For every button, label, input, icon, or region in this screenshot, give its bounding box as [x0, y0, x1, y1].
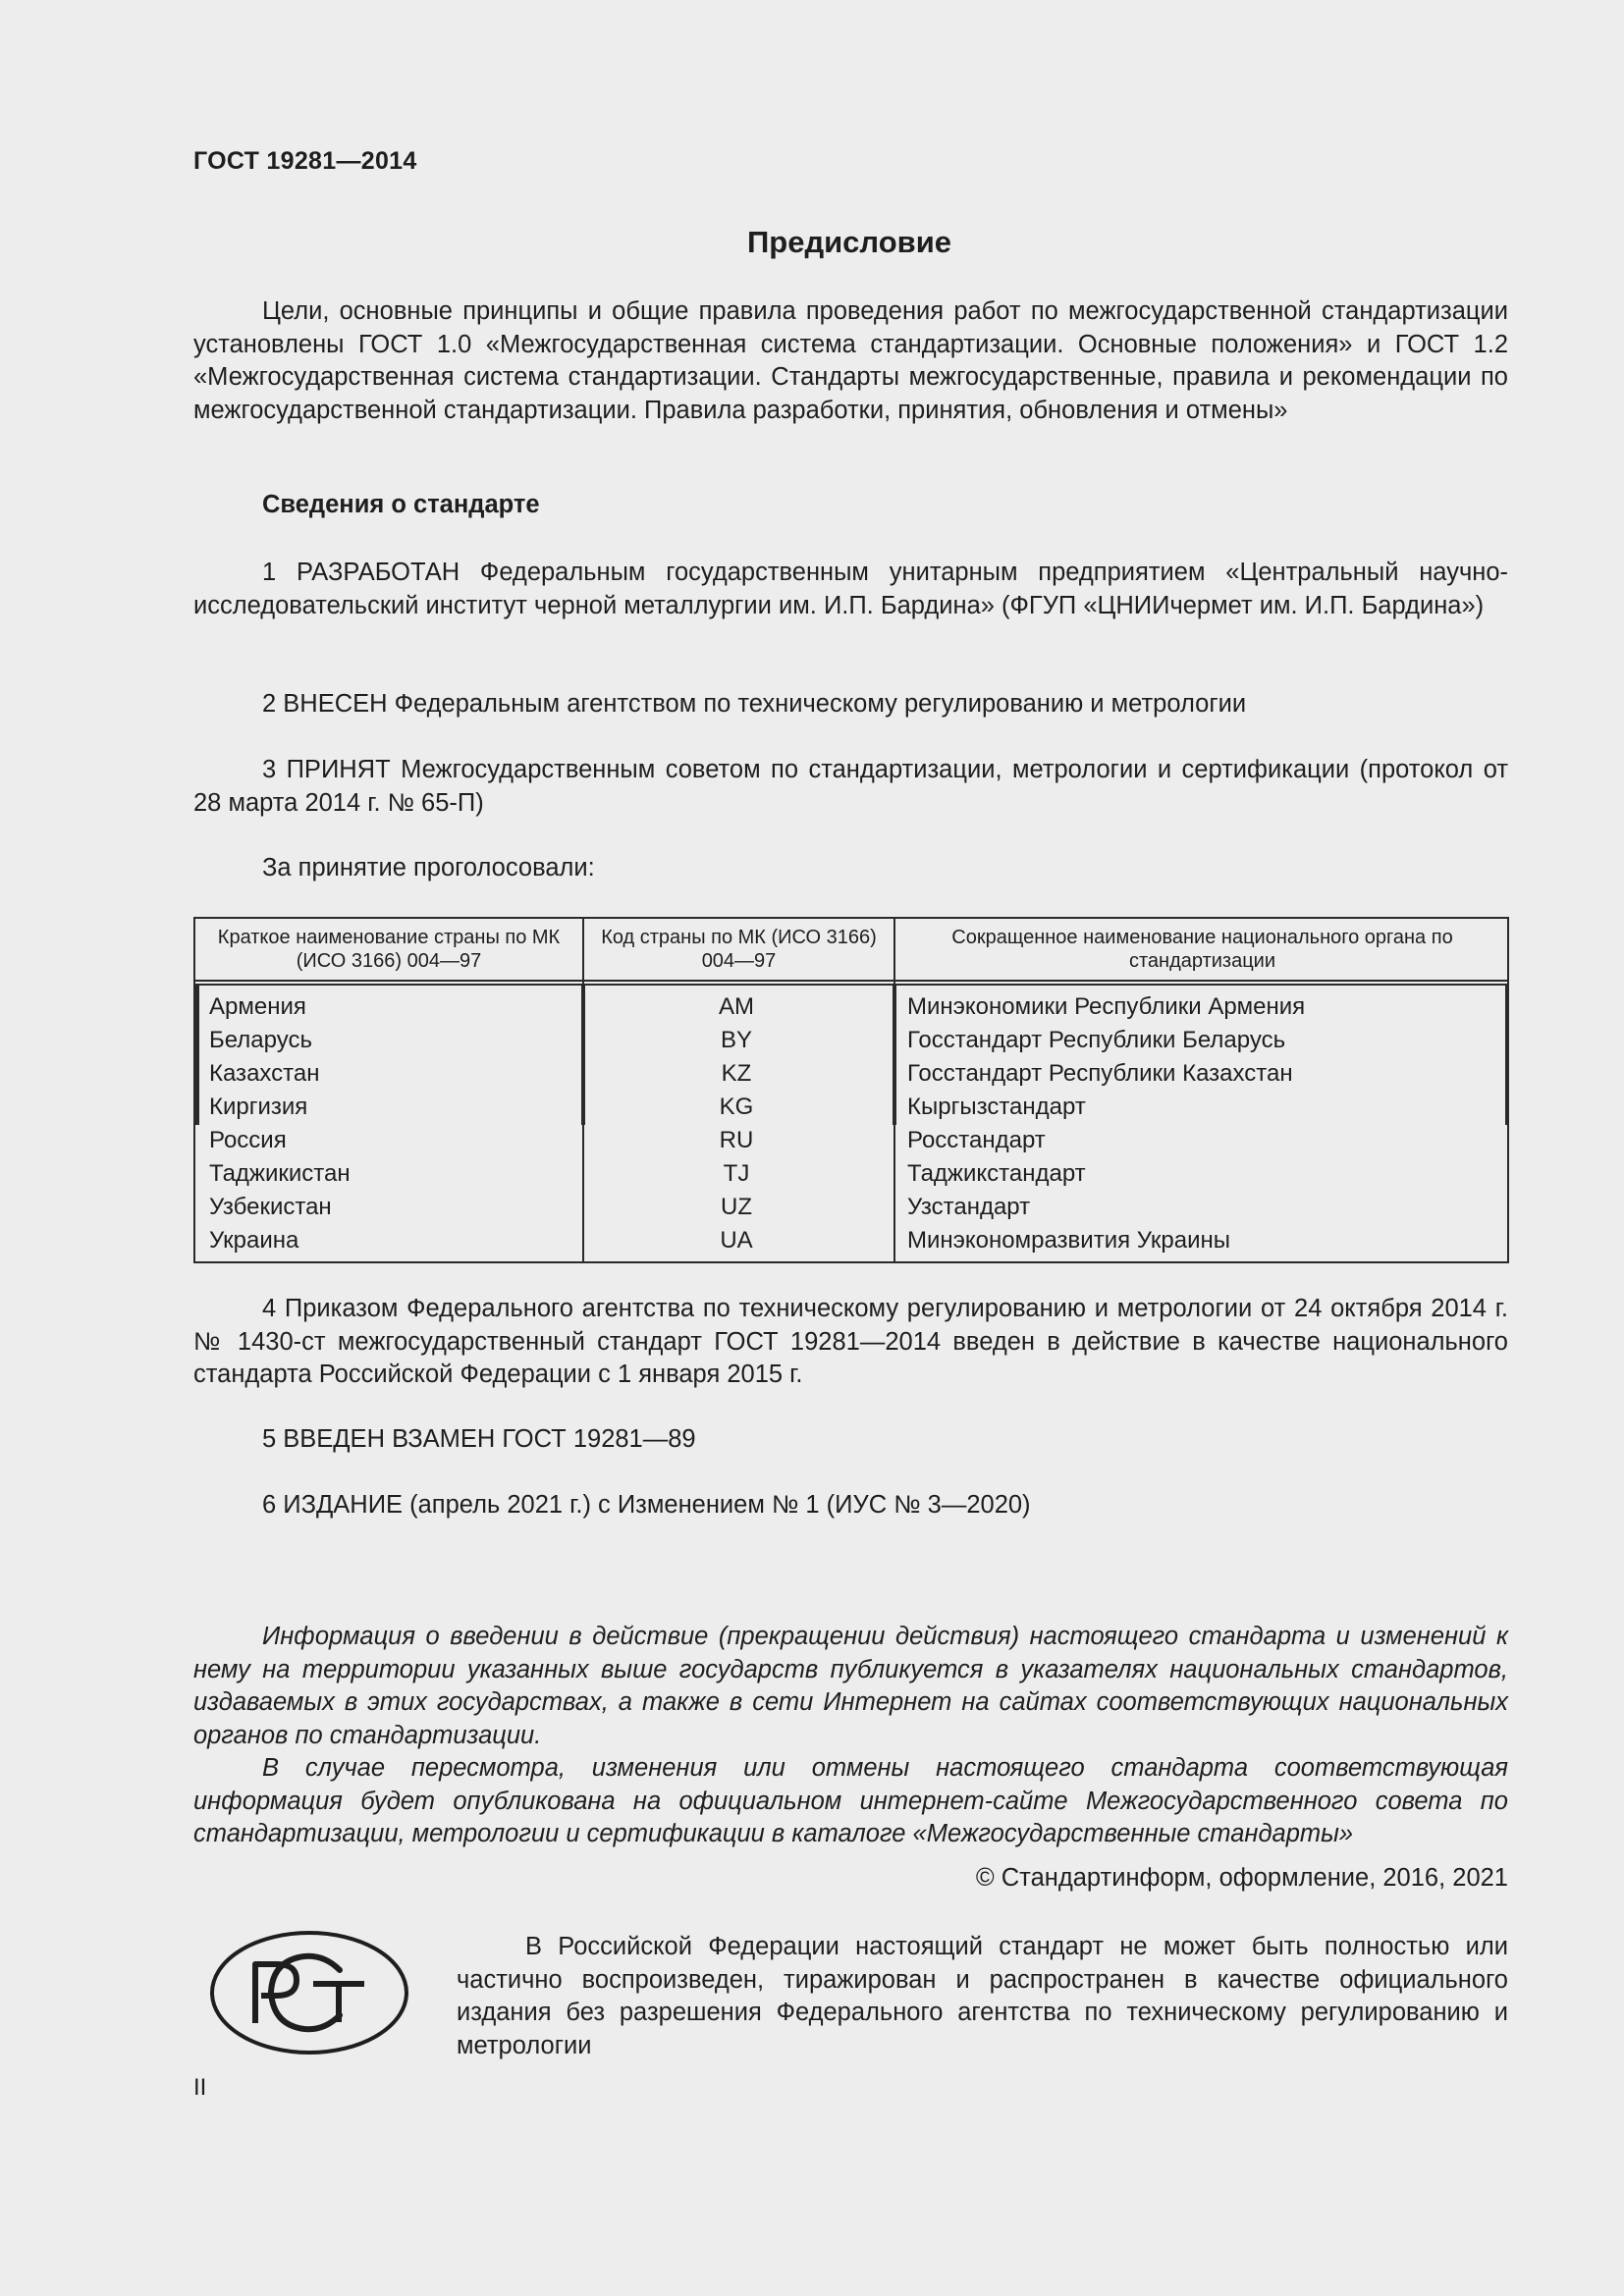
country-name: Таджикистан: [209, 1160, 351, 1187]
section-heading: Сведения о стандарте: [262, 491, 540, 518]
standards-body: Росстандарт: [907, 1127, 1046, 1153]
document-code: ГОСТ 19281—2014: [193, 147, 417, 175]
country-name: Киргизия: [209, 1094, 308, 1120]
standards-body: Кыргызстандарт: [907, 1094, 1086, 1120]
country-name: Украина: [209, 1227, 299, 1254]
country-name: Узбекистан: [209, 1194, 332, 1220]
item-4-paragraph: 4 Приказом Федерального агентства по техническому регулированию и метрологии от 24 октября 2014 г. № 1430-ст межгосударственный стандарт ГОСТ 19281—2014 введен в действие в качестве национального стандарта Российской Федерации с 1 января 2015 г.: [193, 1295, 1508, 1388]
reproduction-notice: В Российской Федерации настоящий стандарт не может быть полностью или частично воспроизведен, тиражирован и распространен в качестве официального издания без разрешения Федерального агентства по техническому регулированию и метрологии: [457, 1933, 1508, 2059]
standards-body: Госстандарт Республики Казахстан: [907, 1060, 1293, 1087]
table-row: [195, 1157, 1507, 1191]
country-code: KG: [719, 1094, 754, 1120]
country-name: Россия: [209, 1127, 287, 1153]
note-paragraph-2: В случае пересмотра, изменения или отмены настоящего стандарта соответствующая информация будет опубликована на официальном интернет-сайте Межгосударственного совета по стандартизации, метрологии и сертификации в каталоге «Межгосударственные стандарты»: [193, 1754, 1508, 1847]
table-row: [195, 1024, 1507, 1057]
item-5-paragraph: 5 ВВЕДЕН ВЗАМЕН ГОСТ 19281—89: [262, 1425, 696, 1453]
page-number: II: [193, 2074, 207, 2101]
table-row: [195, 1091, 1507, 1124]
standards-body: Минэкономики Республики Армения: [907, 993, 1306, 1020]
header-country-code: Код страны по МК (ИСО 3166) 004—97: [601, 927, 877, 972]
table-row: [195, 1191, 1507, 1224]
voting-table: [193, 917, 1509, 1263]
copyright-line: © Стандартинформ, оформление, 2016, 2021: [975, 1864, 1508, 1892]
country-name: Беларусь: [209, 1027, 312, 1053]
header-divider: [195, 982, 1507, 986]
voted-label: За принятие проголосовали:: [262, 854, 595, 881]
table-row: [195, 1057, 1507, 1091]
item-3-paragraph: 3 ПРИНЯТ Межгосударственным советом по стандартизации, метрологии и сертификации (протокол от 28 марта 2014 г. № 65-П): [193, 756, 1508, 817]
table-row: [195, 1224, 1507, 1257]
page-title: Предисловие: [746, 225, 951, 259]
country-name: Казахстан: [209, 1060, 320, 1087]
table-header: [195, 919, 1507, 982]
header-country-name: Краткое наименование страны по МК (ИСО 3166) 004—97: [217, 927, 561, 972]
item-2-paragraph: 2 ВНЕСЕН Федеральным агентством по техническому регулированию и метрологии: [262, 690, 1247, 718]
table-body: [195, 990, 1507, 1257]
country-code: KZ: [721, 1060, 752, 1087]
standards-body: Узстандарт: [907, 1194, 1031, 1220]
table-row: [195, 990, 1507, 1024]
standards-body: Таджикстандарт: [907, 1160, 1086, 1187]
country-code: TJ: [723, 1160, 750, 1187]
header-standards-body: Сокращенное наименование национального органа по стандартизации: [951, 927, 1453, 972]
intro-paragraph: Цели, основные принципы и общие правила проведения работ по межгосударственной стандартизации установлены ГОСТ 1.0 «Межгосударственная система стандартизации. Основные положения» и ГОСТ 1.2 «Межгосударственная система стандартизации. Стандарты межгосударственные, правила и рекомендации по межгосударственной стандартизации. Правила разработки, принятия, обновления и отмены»: [193, 297, 1508, 424]
country-code: UA: [720, 1227, 753, 1254]
table-row: [195, 1124, 1507, 1157]
standards-body: Минэкономразвития Украины: [907, 1227, 1231, 1254]
note-paragraph-1: Информация о введении в действие (прекращении действия) настоящего стандарта и изменений к нему на территории указанных выше государств публикуется в указателях национальных стандартов, издаваемых в этих государствах, а также в сети Интернет на сайтах соответствующих национальных органов по стандартизации.: [193, 1623, 1508, 1749]
item-6-paragraph: 6 ИЗДАНИЕ (апрель 2021 г.) с Изменением № 1 (ИУС № 3—2020): [262, 1491, 1031, 1519]
country-code: BY: [720, 1027, 752, 1053]
country-code: RU: [719, 1127, 754, 1153]
item-1-paragraph: 1 РАЗРАБОТАН Федеральным государственным унитарным предприятием «Центральный научно-исследовательский институт черной металлургии им. И.П. Бардина» (ФГУП «ЦНИИчермет им. И.П. Бардина»): [193, 559, 1508, 619]
country-code: AM: [719, 993, 754, 1020]
standards-body: Госстандарт Республики Беларусь: [907, 1027, 1286, 1053]
country-name: Армения: [209, 993, 306, 1020]
country-code: UZ: [721, 1194, 752, 1220]
rst-mark-icon: [208, 1929, 410, 2056]
